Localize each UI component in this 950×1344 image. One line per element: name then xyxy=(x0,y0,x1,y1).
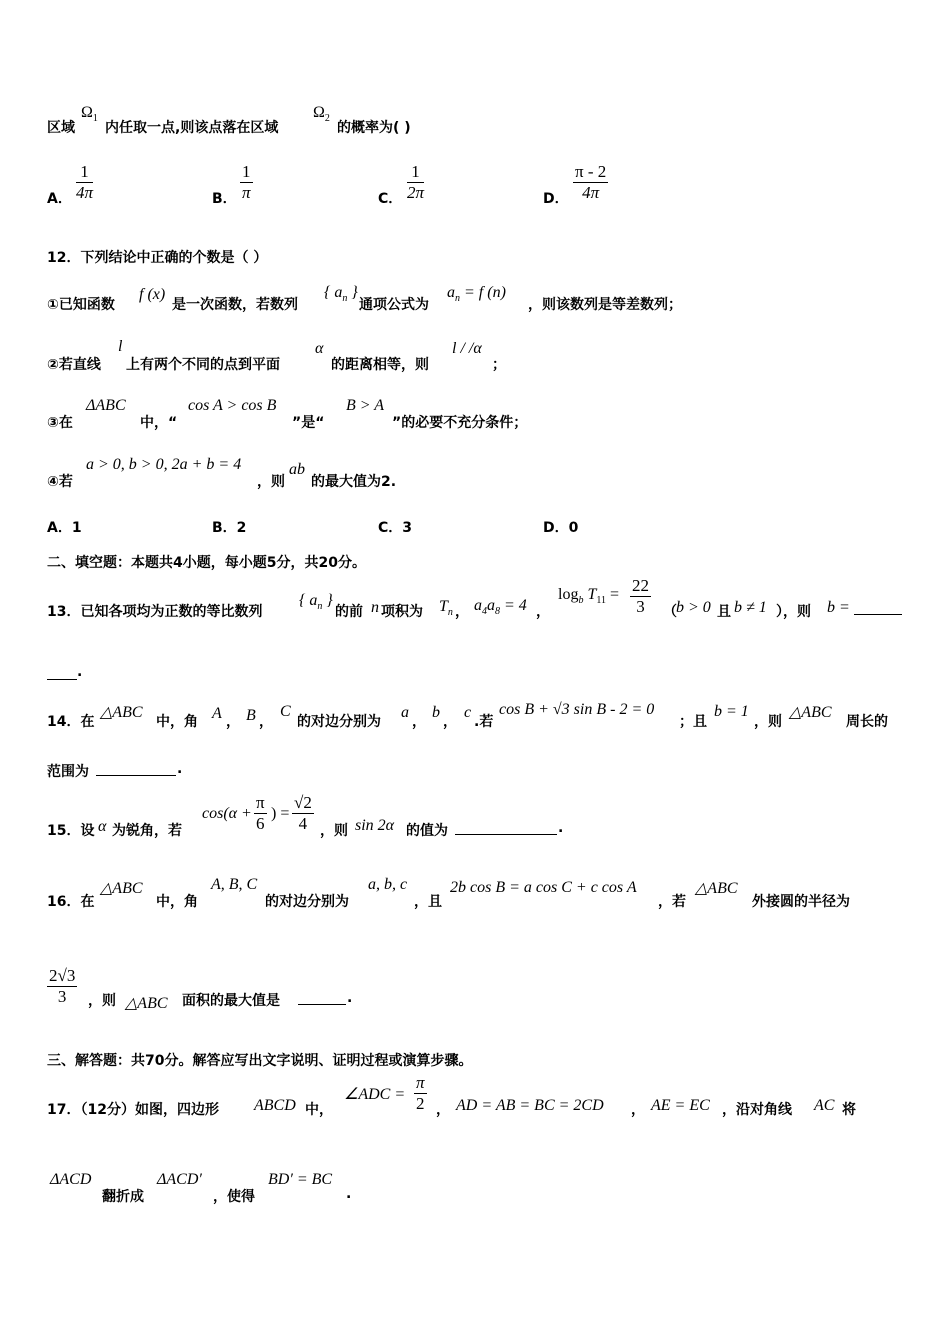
q14-text-l2: 范围为 xyxy=(47,764,89,780)
q15-root-fraction: $\frac{√2}{4}$ xyxy=(294,793,312,833)
s3-text-b: 中，“ xyxy=(140,415,178,431)
option-b-label[interactable]: B． xyxy=(212,191,237,207)
q14-math-abc-2: △ABC xyxy=(789,704,832,721)
q16-text-b: 中，角 xyxy=(156,894,198,910)
q14-text-j: ，则 xyxy=(754,714,782,730)
q16-text-h: 面积的最大值是 xyxy=(182,993,280,1009)
q15-math-sin: sin 2α xyxy=(355,817,395,834)
s3-math-2: cos A > cos B xyxy=(188,397,277,414)
q14-text-g: ， xyxy=(443,714,457,730)
s2-text-b: 上有两个不同的点到平面 xyxy=(126,357,280,373)
q13-math-seq: { $a_n$ } xyxy=(299,592,333,613)
q15-math-cos: cos(α + xyxy=(202,805,252,822)
s2-math-1: l xyxy=(118,338,123,355)
q17-math-abcd: ABCD xyxy=(254,1097,296,1114)
q16-text-a: 16．在 xyxy=(47,894,95,910)
q13-text-a: 13．已知各项均为正数的等比数列 xyxy=(47,604,263,620)
q13-math-a4a8: $a_4a_8 = 4$ xyxy=(474,597,527,618)
q13-text-b: 的前 xyxy=(335,604,363,620)
q17-math-acd-prime: ΔACD′ xyxy=(157,1171,202,1188)
s2-text-a: ②若直线 xyxy=(47,357,101,373)
q14-math-b1: b = 1 xyxy=(714,703,749,720)
q16-period: . xyxy=(347,990,353,1006)
q17-math-ac: AC xyxy=(814,1097,835,1114)
q14-text-b: 中，角 xyxy=(156,714,198,730)
q13-text-f: （ xyxy=(663,604,677,620)
q17-period: . xyxy=(346,1186,352,1202)
option-a-fraction: $\frac{1}{4\pi}$ xyxy=(76,162,94,202)
q17-math-acd: ΔACD xyxy=(50,1171,92,1188)
option-d-label[interactable]: D． xyxy=(543,191,569,207)
q13-text-c: 项积为 xyxy=(381,604,423,620)
q17-pi-fraction: $\frac{\pi}{2}$ xyxy=(416,1073,425,1113)
s1-math-2: { $a_n$ } xyxy=(324,284,358,305)
s1-math-3: $a_n = f$ (n) xyxy=(447,284,506,305)
q15-answer-blank[interactable] xyxy=(455,833,557,835)
q16-math-abc-sides: a, b, c xyxy=(368,876,408,893)
s4-text-c: 的最大值为2. xyxy=(311,474,397,490)
q17-text-b: 中， xyxy=(305,1102,333,1118)
s2-text-d: ； xyxy=(492,357,506,373)
q13-answer-blank-cont[interactable] xyxy=(47,678,77,680)
q13-text-d: ， xyxy=(455,604,469,620)
q17-math-bd: BD′ = BC xyxy=(268,1171,333,1188)
q16-text-g: ，则 xyxy=(88,993,116,1009)
section-2-heading: 二、填空题：本题共4小题，每小题5分，共20分。 xyxy=(47,555,366,571)
s4-text-a: ④若 xyxy=(47,474,73,490)
q14-text-c: ， xyxy=(226,714,240,730)
s4-text-b: ，则 xyxy=(257,474,285,490)
q17-text-e: ，沿对角线 xyxy=(722,1102,792,1118)
q12-option-d[interactable]: D．0 xyxy=(543,520,579,536)
q12-option-a[interactable]: A．1 xyxy=(47,520,82,536)
q17-text-a: 17．（12分）如图，四边形 xyxy=(47,1102,219,1118)
q17-math-sides: AD = AB = BC = 2CD xyxy=(456,1097,604,1114)
s4-math-1: a > 0, b > 0, 2a + b = 4 xyxy=(86,456,242,473)
q15-pi-fraction: $\frac{\pi}{6}$ xyxy=(256,793,265,833)
q15-text-c: ，则 xyxy=(320,823,348,839)
q17-text-g: 翻折成 xyxy=(102,1189,144,1205)
q16-math-ABC: A, B, C xyxy=(211,876,258,893)
q17-text-c: ， xyxy=(436,1102,450,1118)
q16-math-abc-2: △ABC xyxy=(695,880,738,897)
q13-math-beq: b = xyxy=(827,599,850,616)
q13-math-n: n xyxy=(371,599,379,616)
s1-text-a: ①已知函数 xyxy=(47,297,115,313)
q14-math-c: c xyxy=(464,704,472,721)
s3-text-d: ”的必要不充分条件； xyxy=(392,415,528,431)
q15-text-a: 15．设 xyxy=(47,823,95,839)
s3-math-1: ΔABC xyxy=(86,397,126,414)
q15-period: . xyxy=(558,820,564,836)
q13-fraction: $\frac{22}{3}$ xyxy=(632,576,649,616)
s3-math-3: B > A xyxy=(346,397,385,414)
q16-text-f: 外接圆的半径为 xyxy=(752,894,850,910)
q14-math-A: A xyxy=(212,705,222,722)
option-d-fraction: $\frac{\pi - 2}{4\pi}$ xyxy=(575,162,607,202)
s3-text-c: ”是“ xyxy=(292,415,325,431)
q14-text-d: ， xyxy=(259,714,273,730)
s1-text-c: 通项公式为 xyxy=(359,297,429,313)
s1-text-b: 是一次函数，若数列 xyxy=(172,297,298,313)
q14-math-b: b xyxy=(432,704,440,721)
q13-math-b1: b ≠ 1 xyxy=(734,599,767,616)
q14-answer-blank[interactable] xyxy=(96,774,176,776)
q17-text-d: ， xyxy=(631,1102,645,1118)
q14-math-B: B xyxy=(246,707,256,724)
s1-math-1: f (x) xyxy=(139,286,166,303)
q14-math-a: a xyxy=(401,704,409,721)
q11-text-2: 内任取一点,则该点落在区域 xyxy=(105,120,279,136)
q15-math-alpha: α xyxy=(98,818,107,835)
q14-text-i: ；且 xyxy=(679,714,707,730)
q17-text-h: ，使得 xyxy=(213,1189,255,1205)
q16-math-abc-3: △ABC xyxy=(125,995,168,1012)
s2-math-3: l / /α xyxy=(452,340,482,357)
q13-text-e: ， xyxy=(536,604,550,620)
q12-stem: 12．下列结论中正确的个数是（ ） xyxy=(47,250,268,266)
q14-text-e: 的对边分别为 xyxy=(297,714,381,730)
q16-math-abc: △ABC xyxy=(100,880,143,897)
q12-option-c[interactable]: C．3 xyxy=(378,520,413,536)
option-c-fraction: $\frac{1}{2\pi}$ xyxy=(407,162,425,202)
q11-text-3: 的概率为( ) xyxy=(337,120,411,136)
q12-option-b[interactable]: B．2 xyxy=(212,520,247,536)
option-b-fraction: $\frac{1}{\pi}$ xyxy=(241,162,251,202)
q11-text-1: 区域 xyxy=(47,120,75,136)
q17-math-angle: ∠ADC = xyxy=(344,1086,406,1103)
section-3-heading: 三、解答题：共70分。解答应写出文字说明、证明过程或演算步骤。 xyxy=(47,1053,473,1069)
q14-text-f: ， xyxy=(412,714,426,730)
q14-text-k: 周长的 xyxy=(846,714,888,730)
q17-text-f: 将 xyxy=(842,1102,856,1118)
q16-math-eq: 2b cos B = a cos C + c cos A xyxy=(450,879,637,896)
s4-math-2: ab xyxy=(289,461,305,478)
q14-math-C: C xyxy=(280,703,291,720)
q16-text-d: ，且 xyxy=(414,894,442,910)
q14-text-a: 14．在 xyxy=(47,714,95,730)
q17-math-ae: AE = EC xyxy=(651,1097,710,1114)
option-c-label[interactable]: C． xyxy=(378,191,403,207)
q14-math-abc: △ABC xyxy=(100,704,143,721)
omega-2: $\Omega_2$ xyxy=(313,104,330,125)
option-a-label[interactable]: A． xyxy=(47,191,72,207)
s1-text-d: ，则该数列是等差数列； xyxy=(528,297,682,313)
q16-text-c: 的对边分别为 xyxy=(265,894,349,910)
q13-text-g: 且 xyxy=(717,604,731,620)
q13-math-tn: $T_n$ xyxy=(439,598,453,619)
q15-math-close: ) = xyxy=(271,805,290,822)
omega-1: $\Omega_1$ xyxy=(81,104,98,125)
q14-math-eq: cos B + √3 sin B - 2 = 0 xyxy=(499,701,655,718)
q13-math-b0: b > 0 xyxy=(676,599,711,616)
q14-period: . xyxy=(177,761,183,777)
q16-answer-blank[interactable] xyxy=(298,1003,346,1005)
q13-math-log: $\log_b T_{11}$ = xyxy=(558,586,620,607)
s2-text-c: 的距离相等，则 xyxy=(331,357,429,373)
q15-text-b: 为锐角，若 xyxy=(112,823,182,839)
q16-radius-fraction: $\frac{2√3}{3}$ xyxy=(49,966,76,1006)
q14-text-h: .若 xyxy=(474,714,494,730)
q13-period: . xyxy=(77,664,83,680)
s2-math-2: α xyxy=(315,340,324,357)
q16-text-e: ，若 xyxy=(658,894,686,910)
s3-text-a: ③在 xyxy=(47,415,73,431)
q13-answer-blank[interactable] xyxy=(854,613,902,615)
q13-text-h: ），则 xyxy=(776,604,811,620)
q15-text-d: 的值为 xyxy=(406,823,448,839)
